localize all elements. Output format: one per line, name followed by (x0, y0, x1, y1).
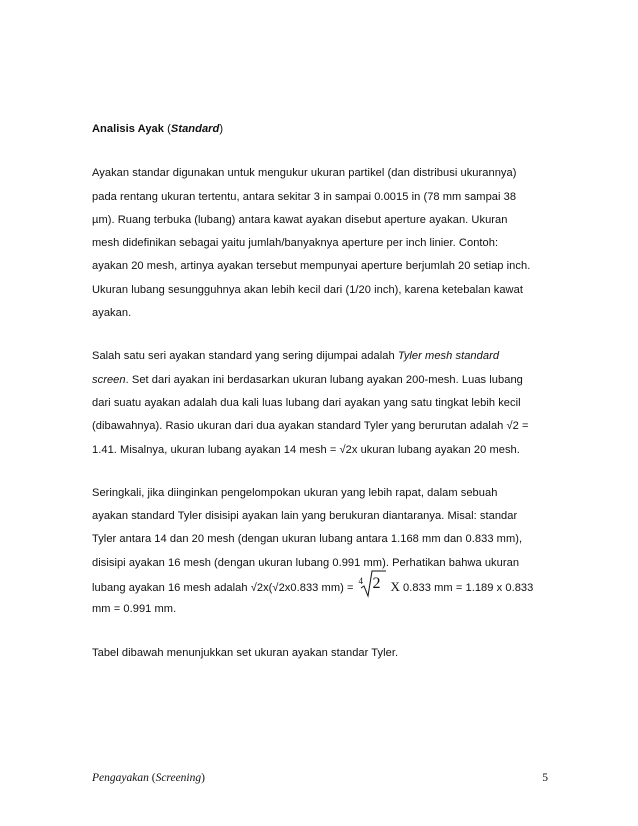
heading-paren-close: ) (219, 123, 224, 135)
text-line: 1.41. Misalnya, ukuran lubang ayakan 14 mesh = √2x ukuran lubang ayakan 20 mesh. (92, 443, 520, 456)
page-number: 5 (542, 772, 548, 784)
text-line: (dibawahnya). Rasio ukuran dari dua ayakan standard Tyler yang berurutan adalah √2 = (92, 420, 529, 433)
text-line: Seringkali, jika diinginkan pengelompokan ukuran yang lebih rapat, dalam sebuah (92, 486, 498, 499)
text-line: dari suatu ayakan adalah dua kali luas lubang dari ayakan yang satu tingkat lebih kecil (92, 396, 521, 409)
root-radicand: 2 (372, 575, 381, 593)
fourth-root-formula (359, 576, 387, 596)
footer-paren-open: ( (151, 772, 156, 784)
text-run: Salah satu seri ayakan standard yang sering dijumpai adalah (92, 350, 398, 363)
times-sign: X (390, 579, 400, 595)
text-line: disisipi ayakan 16 mesh (dengan ukuran lubang 0.991 mm). Perhatikan bahwa ukuran (92, 556, 520, 569)
footer-chapter (92, 772, 205, 784)
page-footer (92, 772, 548, 784)
text-line: mesh didefinikan sebagai yaitu jumlah/banyaknya aperture per inch linier. Contoh: (92, 237, 499, 250)
text-line: mm = 0.991 mm. (92, 603, 177, 616)
section-heading (92, 118, 548, 141)
text-line: Tabel dibawah menunjukkan set ukuran ayakan standar Tyler. (92, 646, 399, 659)
root-index: 4 (358, 576, 364, 587)
paragraph-intermediate-sieves (92, 482, 548, 622)
text-line: Tyler antara 14 dan 20 mesh (dengan ukuran lubang antara 1.168 mm dan 0.833 mm), (92, 533, 523, 546)
text-line: Ayakan standar digunakan untuk mengukur ukuran partikel (dan distribusi ukurannya) (92, 167, 517, 180)
formula-line (92, 575, 548, 598)
footer-chapter-title: Pengayakan (92, 772, 149, 784)
text-run: . Set dari ayakan ini berdasarkan ukuran lubang ayakan 200-mesh. Luas lubang (125, 373, 523, 386)
heading-title: Analisis Ayak (92, 123, 164, 135)
text-line: ayakan. (92, 307, 132, 320)
emphasis-text: screen (92, 373, 126, 386)
emphasis-text: Tyler mesh standard (397, 350, 500, 363)
text-line (92, 345, 548, 368)
paragraph-table-intro (92, 642, 548, 665)
footer-paren-close: ) (201, 772, 205, 784)
paragraph-definition (92, 162, 548, 325)
text-line: Ukuran lubang sesungguhnya akan lebih kecil dari (1/20 inch), karena ketebalan kawat (92, 283, 523, 296)
text-line: ayakan standard Tyler disisipi ayakan lain yang berukuran diantaranya. Misal: standar (92, 510, 518, 523)
footer-chapter-subtitle: Screening (155, 772, 202, 784)
paragraph-tyler-series (92, 345, 548, 461)
text-line (92, 369, 548, 392)
text-line: ayakan 20 mesh, artinya ayakan tersebut mempunyai aperture berjumlah 20 setiap inch. (92, 260, 531, 273)
formula-text: 0.833 mm = 1.189 x 0.833 (402, 582, 534, 595)
formula-text: lubang ayakan 16 mesh adalah √2x(√2x0.833 mm) = (92, 582, 354, 595)
text-line: pada rentang ukuran tertentu, antara sekitar 3 in sampai 0.0015 in (78 mm sampai 38 (92, 190, 517, 203)
text-line: µm). Ruang terbuka (lubang) antara kawat ayakan disebut aperture ayakan. Ukuran (92, 213, 508, 226)
heading-subtitle: Standard (170, 123, 220, 135)
page-content (92, 118, 548, 665)
heading-paren-open: ( (167, 123, 171, 135)
